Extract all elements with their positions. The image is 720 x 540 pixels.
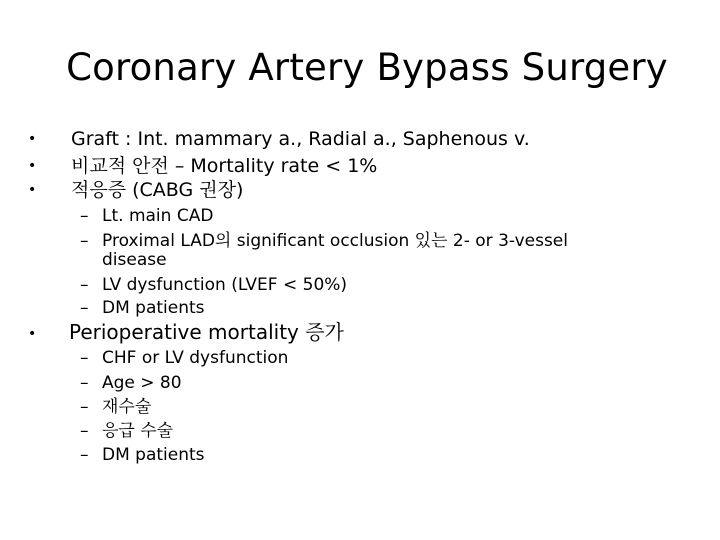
sub-item: 재수술	[102, 397, 152, 417]
sub-item: Lt. main CAD	[102, 206, 214, 226]
dash-icon: –	[80, 373, 89, 393]
sub-item: DM patients	[102, 298, 205, 318]
dash-icon: –	[80, 421, 89, 441]
bullet-icon: •	[28, 131, 37, 147]
bullet-icon: •	[28, 158, 37, 174]
sub-item-continuation: disease	[102, 250, 167, 270]
bullet-perioperative-mortality: Perioperative mortality 증가	[69, 320, 344, 344]
sub-item: Age > 80	[102, 373, 182, 393]
dash-icon: –	[80, 231, 89, 251]
bullet-icon: •	[28, 182, 37, 198]
dash-icon: –	[80, 275, 89, 295]
slide-title: Coronary Artery Bypass Surgery	[66, 46, 668, 89]
bullet-icon: •	[28, 326, 37, 342]
bullet-mortality-rate: 비교적 안전 – Mortality rate < 1%	[71, 155, 378, 177]
dash-icon: –	[80, 445, 89, 465]
sub-item: CHF or LV dysfunction	[102, 348, 289, 368]
dash-icon: –	[80, 206, 89, 226]
sub-item: DM patients	[102, 445, 205, 465]
bullet-indications: 적응증 (CABG 권장)	[71, 179, 244, 201]
dash-icon: –	[80, 348, 89, 368]
sub-item: LV dysfunction (LVEF < 50%)	[102, 275, 348, 295]
dash-icon: –	[80, 397, 89, 417]
bullet-graft: Graft : Int. mammary a., Radial a., Saphenous v.	[71, 128, 530, 150]
sub-item: 응급 수술	[102, 421, 174, 441]
dash-icon: –	[80, 298, 89, 318]
sub-item: Proximal LAD의 significant occlusion 있는 2- or 3-vessel	[102, 231, 568, 251]
